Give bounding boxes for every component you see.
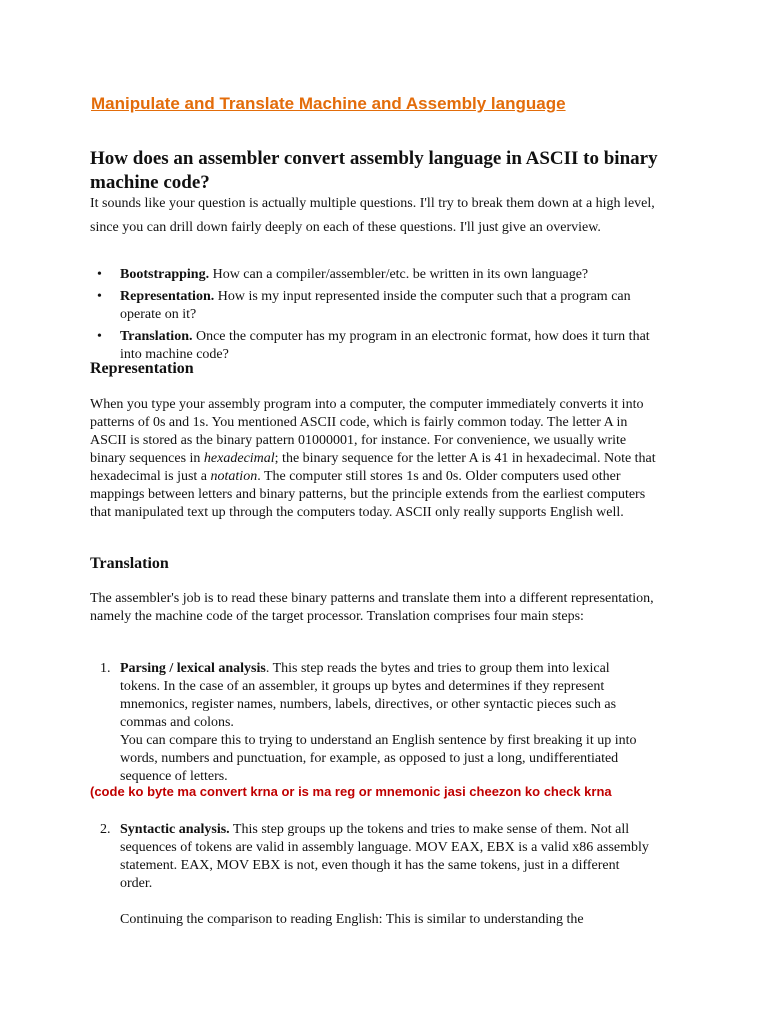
- overview-bullet-list: [90, 266, 650, 368]
- step-number: 1.: [100, 661, 111, 676]
- step-2-comparison: Continuing the comparison to reading English: This is similar to understanding the: [120, 912, 584, 927]
- bullet-translation: • Translation. Once the computer has my program in an electronic format, how does it turn that into machine code?: [90, 328, 650, 364]
- intro-paragraph: It sounds like your question is actually multiple questions. I'll try to break them down at a high level, since you can drill down fairly deeply on each of these questions. I'll just give an overview.: [90, 196, 655, 235]
- translation-intro-paragraph: The assembler's job is to read these binary patterns and translate them into a different representation, namely the machine code of the target processor. Translation comprises four main steps:: [90, 591, 654, 624]
- representation-heading: Representation: [90, 360, 194, 377]
- step-1-comparison: You can compare this to trying to understand an English sentence by first breaking it up into words, numbers and punctuation, for example, as opposed to just a long, undifferentiated sequence of letters.: [120, 733, 637, 784]
- representation-paragraph: When you type your assembly program into a computer, the computer immediately converts it into patterns of 0s and 1s. You mentioned ASCII code, which is fairly common today. The letter A in ASCII is stored as the binary pattern 01000001, for instance. For convenience, we usually write binary sequences in hexadecimal; the binary sequence for the letter A is 41 in hexadecimal. Note that hexadecimal is just a notation. The computer still stores 1s and 0s. Older computers used other mappings between letters and binary patterns, but the principle extends from the earliest computers that manipulated text up through the computers today. ASCII only really supports English well.: [90, 397, 656, 520]
- list-item-step-1: 1. Parsing / lexical analysis. This step reads the bytes and tries to group them into lexical tokens. In the case of an assembler, it groups up bytes and determines if they represent mnemonics, register names, numbers, labels, directives, or other syntactic pieces such as commas and colons. You can compare this to trying to understand an English sentence by first breaking it up into words, numbers and punctuation, for example, as opposed to just a long, undifferentiated sequence of letters.: [90, 660, 650, 786]
- list-item-step-2: 2. Syntactic analysis. This step groups up the tokens and tries to make sense of them. Not all sequences of tokens are valid in assembly language. MOV EAX, EBX is a valid x86 assembly statement. EAX, MOV EBX is not, even though it has the same tokens, just in a different order. Continuing the comparison to reading English: This is similar to understanding the: [100, 822, 649, 927]
- bullet-representation: • Representation. How is my input represented inside the computer such that a program can operate on it?: [90, 288, 650, 324]
- translation-heading: Translation: [90, 555, 169, 572]
- step-number: 2.: [100, 822, 111, 837]
- document-title: Manipulate and Translate Machine and Assembly language: [91, 94, 566, 113]
- question-heading: How does an assembler convert assembly language in ASCII to binary machine code?: [90, 148, 658, 193]
- handwritten-style-note: (code ko byte ma convert krna or is ma reg or mnemonic jasi cheezon ko check krna: [90, 784, 612, 799]
- bullet-bootstrapping: • Bootstrapping. How can a compiler/assembler/etc. be written in its own language?: [90, 266, 650, 284]
